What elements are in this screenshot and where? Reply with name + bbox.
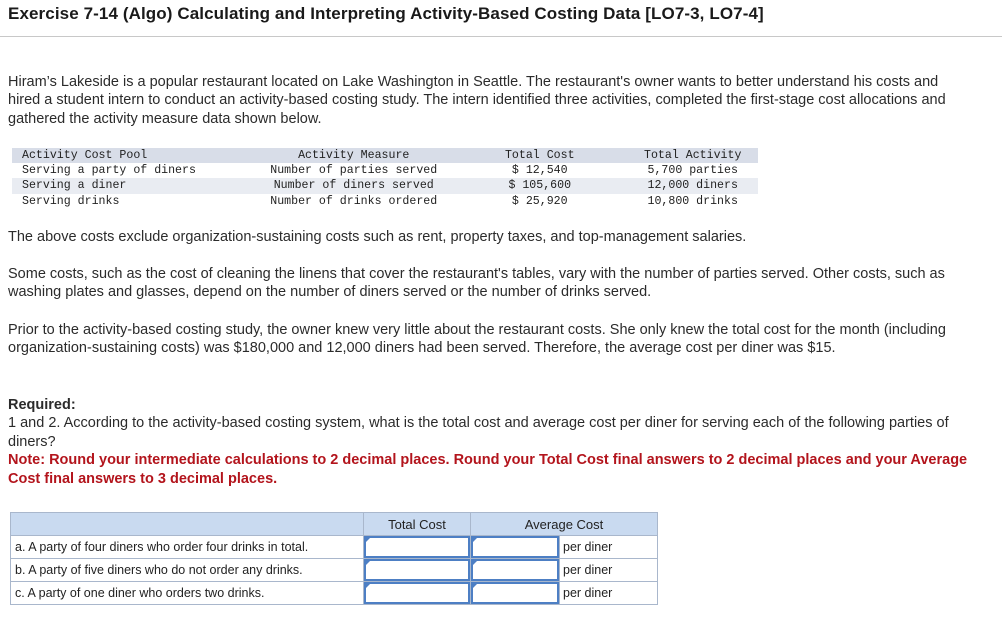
input-flag-icon xyxy=(472,560,478,566)
input-flag-icon xyxy=(365,537,371,543)
header-total-activity: Total Activity xyxy=(627,148,758,163)
header-total-cost: Total Cost xyxy=(364,513,471,536)
total-cost-input-b[interactable] xyxy=(364,559,470,581)
party-description: c. A party of one diner who orders two drinks. xyxy=(11,582,364,605)
activity-measure-cell: Number of drinks ordered xyxy=(270,194,438,208)
activity-measure-cell: Number of diners served xyxy=(255,178,452,193)
cost-pool-cell: Serving a diner xyxy=(12,178,255,193)
party-description: b. A party of five diners who do not order any drinks. xyxy=(11,559,364,582)
header-average-cost: Average Cost xyxy=(471,513,658,536)
required-label: Required: xyxy=(8,397,76,413)
cost-pool-cell: Serving a party of diners xyxy=(22,164,196,178)
required-question: 1 and 2. According to the activity-based costing system, what is the total cost and average cost per diner for serving each of the following parties of diners? xyxy=(8,415,949,450)
cost-pool-cell: Serving drinks xyxy=(22,194,120,208)
activity-table-header xyxy=(12,148,758,163)
title-divider xyxy=(0,36,1002,37)
cost-behavior-paragraph: Some costs, such as the cost of cleaning the linens that cover the restaurant's tables, vary with the number of parties served. Other costs, such as washing plates and glasses, depend on the number of diners served or the number of drinks served. xyxy=(8,266,945,301)
average-cost-input-b[interactable] xyxy=(471,559,559,581)
intro-paragraph: Hiram’s Lakeside is a popular restaurant located on Lake Washington in Seattle. The restaurant's owner wants to better understand his costs and hired a student intern to conduct an activity-based costing study. The intern identified three activities, completed the first-stage cost allocations and gathered the activity measure data shown below. xyxy=(8,74,946,127)
total-activity-cell: 12,000 diners xyxy=(627,178,758,193)
required-section xyxy=(8,396,968,488)
party-description: a. A party of four diners who order four drinks in total. xyxy=(11,536,364,559)
average-cost-input-c[interactable] xyxy=(471,582,559,604)
exercise-title: Exercise 7-14 (Algo) Calculating and Interpreting Activity-Based Costing Data [LO7-3, LO7-4] xyxy=(8,4,764,23)
total-cost-cell: $ 105,600 xyxy=(452,178,627,193)
header-total-cost: Total Cost xyxy=(452,148,627,163)
answer-table-header xyxy=(11,513,658,536)
total-cost-input-c[interactable] xyxy=(364,582,470,604)
table-row xyxy=(12,163,758,178)
total-activity-cell: 10,800 drinks xyxy=(647,194,738,208)
total-cost-cell xyxy=(364,582,471,605)
answer-table xyxy=(10,512,658,605)
header-activity-measure: Activity Measure xyxy=(255,148,452,163)
table-row xyxy=(12,178,758,193)
input-flag-icon xyxy=(472,537,478,543)
unit-label: per diner xyxy=(560,559,658,582)
activity-data-table xyxy=(12,148,758,209)
header-blank-cell xyxy=(11,513,364,536)
cost-exclusion-paragraph: The above costs exclude organization-sustaining costs such as rent, property taxes, and top-management salaries. xyxy=(8,229,747,245)
total-cost-cell xyxy=(364,536,471,559)
input-flag-icon xyxy=(365,583,371,589)
total-activity-cell: 5,700 parties xyxy=(647,164,738,178)
average-cost-cell xyxy=(471,536,560,559)
header-activity-cost-pool: Activity Cost Pool xyxy=(12,148,255,163)
table-row xyxy=(11,582,658,605)
input-flag-icon xyxy=(365,560,371,566)
total-cost-cell: $ 25,920 xyxy=(511,194,568,208)
table-row xyxy=(11,559,658,582)
table-row xyxy=(11,536,658,559)
input-flag-icon xyxy=(472,583,478,589)
rounding-note: Note: Round your intermediate calculations to 2 decimal places. Round your Total Cost final answers to 2 decimal places and your Average Cost final answers to 3 decimal places. xyxy=(8,452,968,487)
prior-knowledge-paragraph: Prior to the activity-based costing study, the owner knew very little about the restaurant costs. She only knew the total cost for the month (including organization-sustaining costs) was $180,000 and 12,000 diners had been served. Therefore, the average cost per diner was $15. xyxy=(8,322,946,357)
total-cost-cell xyxy=(364,559,471,582)
unit-label: per diner xyxy=(560,582,658,605)
activity-measure-cell: Number of parties served xyxy=(270,164,438,178)
table-row xyxy=(12,194,758,209)
average-cost-cell xyxy=(471,559,560,582)
total-cost-cell: $ 12,540 xyxy=(511,164,568,178)
average-cost-cell xyxy=(471,582,560,605)
unit-label: per diner xyxy=(560,536,658,559)
average-cost-input-a[interactable] xyxy=(471,536,559,558)
total-cost-input-a[interactable] xyxy=(364,536,470,558)
